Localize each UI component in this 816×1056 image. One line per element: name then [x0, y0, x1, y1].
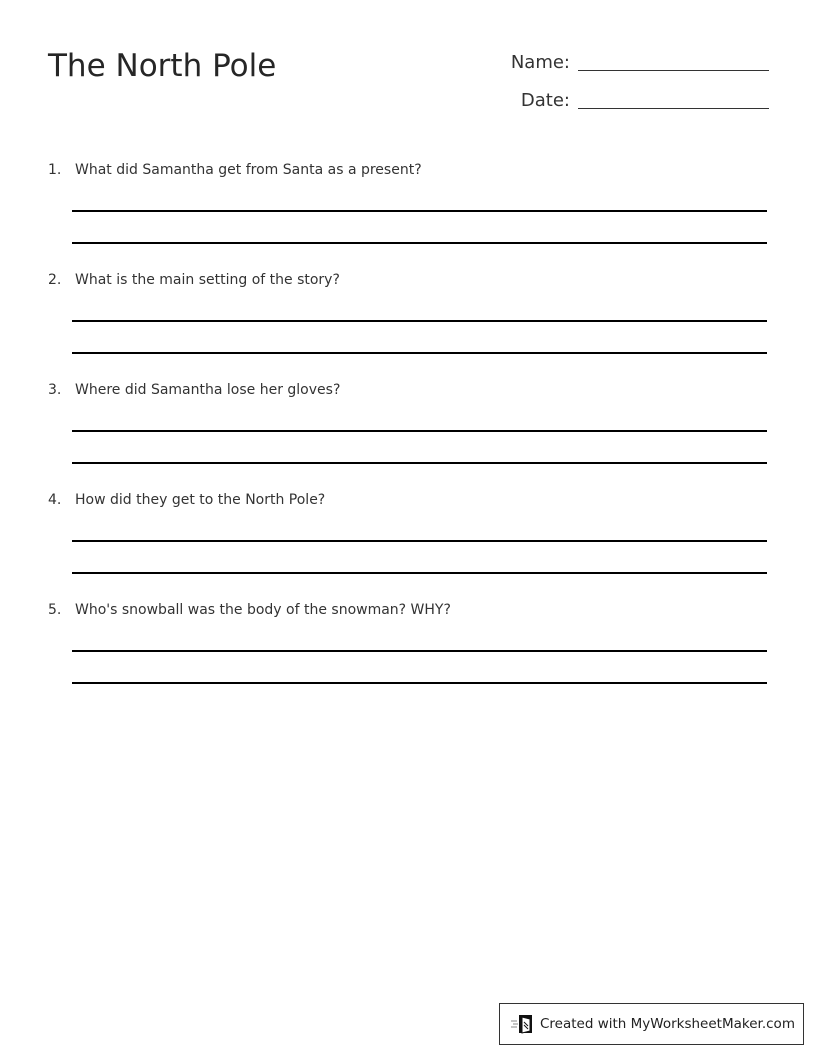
- question-text: What did Samantha get from Santa as a present?: [75, 162, 422, 178]
- worksheet-title: The North Pole: [48, 48, 277, 84]
- created-with-badge[interactable]: [499, 1003, 804, 1045]
- answer-line[interactable]: [72, 540, 767, 542]
- question-5: [48, 602, 768, 618]
- answer-line[interactable]: [72, 682, 767, 684]
- question-text: Who's snowball was the body of the snowman? WHY?: [75, 602, 451, 618]
- name-field: [500, 52, 769, 73]
- worksheet-maker-logo-icon: [510, 1013, 534, 1035]
- question-number: 5.: [48, 602, 62, 618]
- answer-line[interactable]: [72, 650, 767, 652]
- answer-line[interactable]: [72, 352, 767, 354]
- question-number: 2.: [48, 272, 62, 288]
- question-text: How did they get to the North Pole?: [75, 492, 326, 508]
- date-field: [500, 90, 769, 111]
- question-text: What is the main setting of the story?: [75, 272, 340, 288]
- question-number: 1.: [48, 162, 62, 178]
- date-input-line[interactable]: [578, 108, 769, 109]
- question-2: [48, 272, 768, 288]
- question-4: [48, 492, 768, 508]
- question-1: [48, 162, 768, 178]
- name-input-line[interactable]: [578, 70, 769, 71]
- answer-line[interactable]: [72, 462, 767, 464]
- answer-line[interactable]: [72, 430, 767, 432]
- date-label: Date:: [520, 90, 570, 111]
- answer-line[interactable]: [72, 320, 767, 322]
- question-number: 3.: [48, 382, 62, 398]
- answer-line[interactable]: [72, 242, 767, 244]
- question-number: 4.: [48, 492, 62, 508]
- name-label: Name:: [510, 52, 570, 73]
- question-3: [48, 382, 768, 398]
- answer-line[interactable]: [72, 210, 767, 212]
- answer-line[interactable]: [72, 572, 767, 574]
- question-text: Where did Samantha lose her gloves?: [75, 382, 341, 398]
- created-with-text: Created with MyWorksheetMaker.com: [540, 1016, 795, 1032]
